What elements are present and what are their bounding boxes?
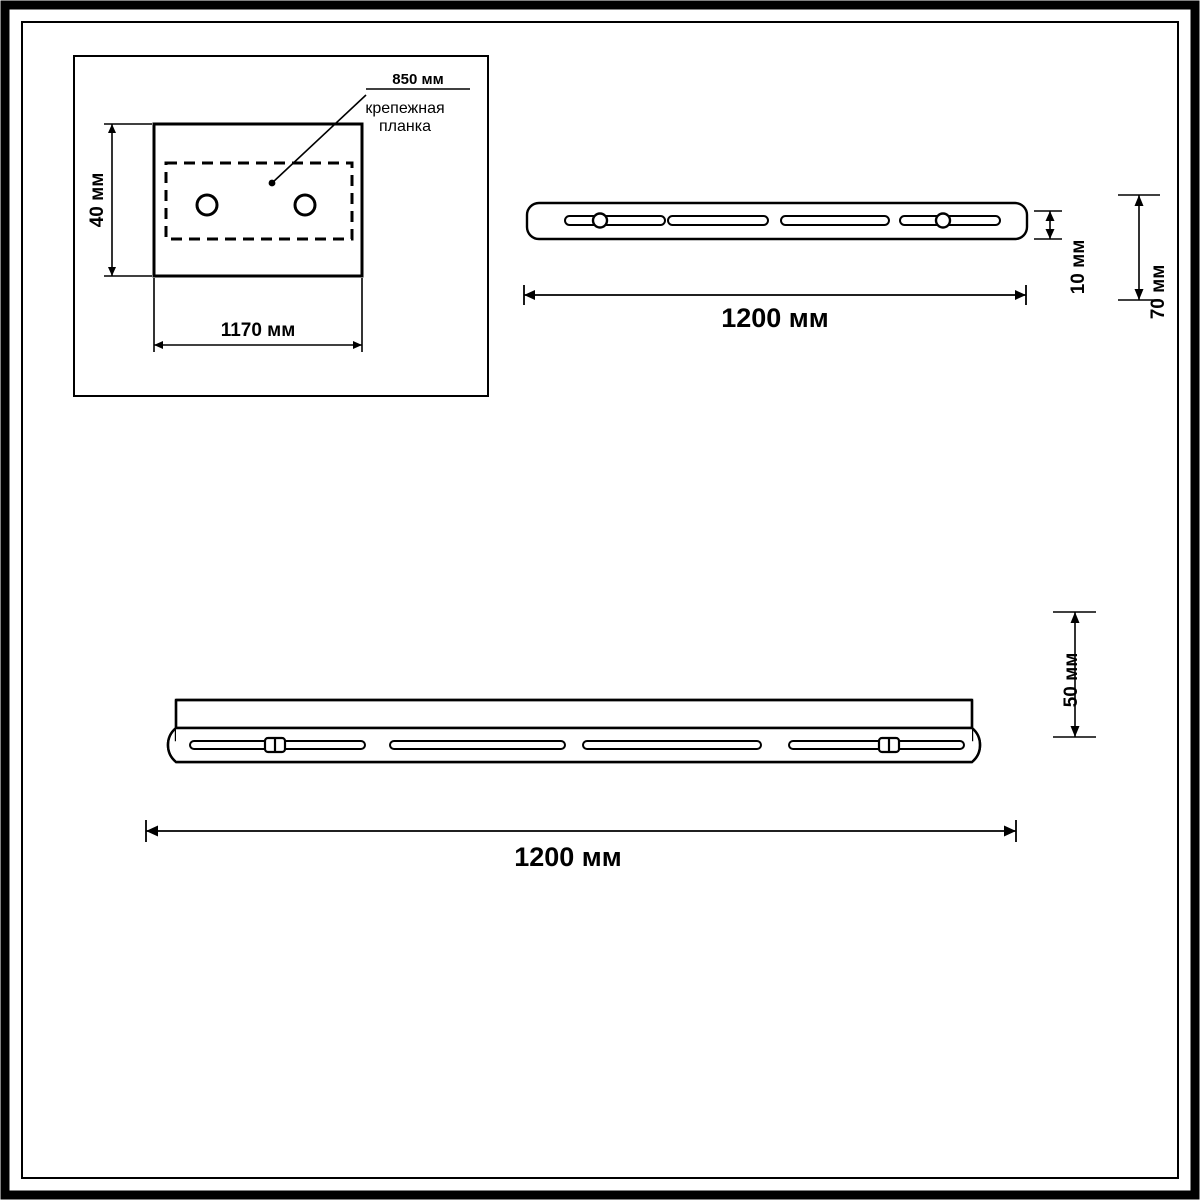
side-view-small-height-dimension: 10 мм xyxy=(1068,239,1089,295)
fixing-screw xyxy=(936,214,950,228)
detail-top-dimension: 850 мм xyxy=(392,71,444,88)
bracket-callout-line1: крепежная xyxy=(365,100,445,117)
front-view-height-dimension: 50 мм xyxy=(1061,652,1082,708)
fixing-screw xyxy=(265,738,285,752)
side-view-length-dimension: 1200 мм xyxy=(721,303,829,333)
front-view xyxy=(146,612,1096,872)
mounting-hole xyxy=(295,195,315,215)
side-view-total-height-dimension: 70 мм xyxy=(1148,264,1169,320)
bracket-callout-line2: планка xyxy=(379,118,431,135)
drawing-frame xyxy=(5,5,1195,1195)
mounting-hole xyxy=(197,195,217,215)
fixing-screw xyxy=(593,214,607,228)
detail-bracket-view xyxy=(74,56,488,396)
detail-left-dimension: 40 мм xyxy=(87,172,108,228)
fixing-screw xyxy=(879,738,899,752)
side-view xyxy=(524,195,1169,333)
detail-bottom-dimension: 1170 мм xyxy=(220,320,296,341)
front-view-length-dimension: 1200 мм xyxy=(514,842,622,872)
